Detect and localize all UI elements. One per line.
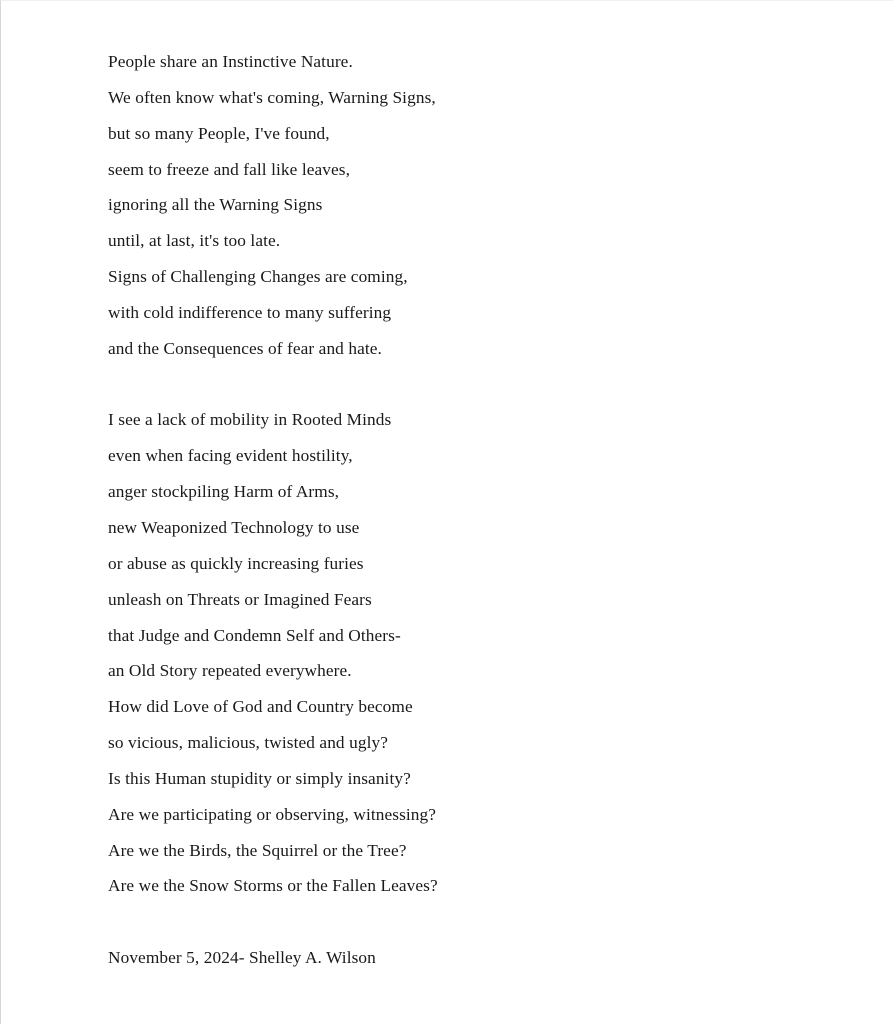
poem-line: People share an Instinctive Nature. bbox=[108, 52, 353, 71]
stanza-1 bbox=[108, 50, 438, 373]
poem-body bbox=[108, 50, 438, 970]
poem-line: Are we the Birds, the Squirrel or the Tree? bbox=[108, 840, 407, 860]
poem-line: Is this Human stupidity or simply insanity? bbox=[108, 768, 411, 788]
stanza-2 bbox=[108, 408, 438, 910]
poem-line: Are we participating or observing, witnessing? bbox=[108, 804, 437, 824]
poem-line: so vicious, malicious, twisted and ugly? bbox=[108, 733, 388, 753]
poem-line: an Old Story repeated everywhere. bbox=[108, 661, 352, 681]
poem-line: until, at last, it's too late. bbox=[108, 231, 281, 251]
poem-line: new Weaponized Technology to use bbox=[108, 517, 360, 537]
poem-line: even when facing evident hostility, bbox=[108, 446, 353, 466]
signature-date-author: November 5, 2024- Shelley A. Wilson bbox=[108, 948, 376, 968]
poem-line: that Judge and Condemn Self and Others- bbox=[108, 625, 401, 645]
poem-line: Are we the Snow Storms or the Fallen Leaves? bbox=[108, 876, 438, 896]
poem-line: anger stockpiling Harm of Arms, bbox=[108, 482, 340, 502]
poem-line: ignoring all the Warning Signs bbox=[108, 195, 323, 215]
poem-line: We often know what's coming, Warning Signs, bbox=[108, 87, 436, 107]
poem-line: seem to freeze and fall like leaves, bbox=[108, 159, 351, 179]
poem-line: I see a lack of mobility in Rooted Minds bbox=[108, 410, 392, 430]
poem-line: unleash on Threats or Imagined Fears bbox=[108, 589, 372, 609]
stanza-break bbox=[108, 910, 438, 946]
poem-line: with cold indifference to many suffering bbox=[108, 302, 392, 322]
poem-line: but so many People, I've found, bbox=[108, 123, 330, 143]
poem-line: How did Love of God and Country become bbox=[108, 697, 413, 717]
poem-line: Signs of Challenging Changes are coming, bbox=[108, 267, 408, 287]
stanza-break bbox=[108, 373, 438, 409]
poem-line: and the Consequences of fear and hate. bbox=[108, 338, 382, 358]
poem-line: or abuse as quickly increasing furies bbox=[108, 553, 364, 573]
